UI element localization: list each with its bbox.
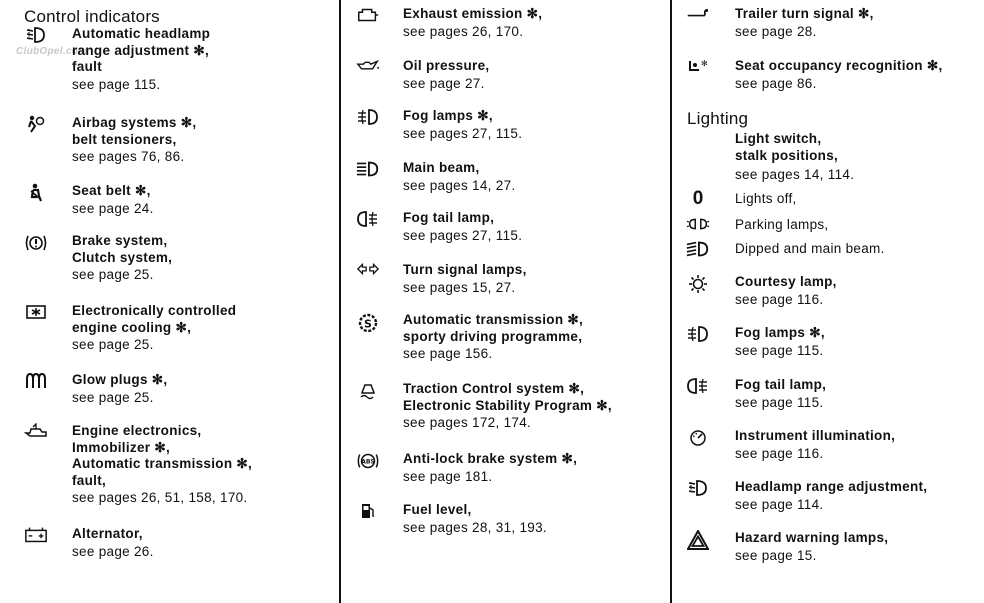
indicator-text — [735, 377, 826, 411]
page-reference: see page 181. — [403, 468, 493, 484]
fog-lamps-icon — [686, 325, 710, 345]
page-reference: see pages 15, 27. — [403, 279, 516, 295]
automatic-transmission-sport-icon — [356, 312, 380, 332]
light-switch-position-label: Lights off, — [735, 191, 797, 206]
indicator-text — [403, 502, 547, 536]
airbag-icon — [24, 115, 48, 135]
indicator-entry — [356, 502, 656, 572]
indicator-title-line: Fog tail lamp, — [403, 210, 495, 225]
column-2 — [342, 0, 670, 603]
page-reference: see page 114. — [735, 496, 824, 512]
section-heading-lighting: Lighting — [687, 109, 749, 128]
svg-text:S: S — [364, 317, 372, 331]
indicator-title-line: Automatic transmission ✻, — [72, 456, 253, 471]
abs-icon — [356, 451, 380, 471]
indicator-text — [403, 262, 527, 296]
svg-text:✻: ✻ — [701, 59, 708, 68]
indicator-entry — [686, 530, 984, 600]
indicator-title-line: sporty driving programme, — [403, 328, 583, 344]
indicator-text — [403, 451, 577, 485]
page-reference: see page 15. — [735, 547, 817, 563]
column-3 — [672, 0, 984, 603]
indicator-title-line: Glow plugs ✻, — [72, 372, 168, 387]
indicator-entry — [24, 26, 324, 96]
indicator-title-line: Light switch, — [735, 131, 822, 146]
courtesy-lamp-icon — [686, 274, 710, 294]
indicator-entry — [24, 115, 324, 185]
page-reference: see page 156. — [403, 346, 493, 361]
indicator-title-line: engine cooling ✻, — [72, 319, 192, 335]
page-reference: see page 25. — [72, 337, 154, 352]
indicator-title-line: Main beam, — [403, 160, 480, 175]
oil-pressure-icon — [356, 58, 380, 78]
indicator-entry — [24, 526, 324, 596]
engine-electronics-icon — [24, 423, 48, 443]
indicator-entry — [24, 423, 324, 505]
indicator-text — [735, 58, 943, 92]
page-reference: see page 115. — [735, 342, 824, 358]
light-switch-text — [735, 131, 854, 184]
indicator-text — [403, 58, 489, 92]
indicator-entry — [24, 233, 324, 303]
indicator-text — [72, 233, 172, 284]
fog-tail-lamp-icon — [356, 210, 380, 230]
indicator-title-line: Seat belt ✻, — [72, 183, 151, 198]
page-reference: see pages 28, 31, 193. — [403, 519, 547, 535]
indicator-text — [72, 115, 196, 166]
page-reference: see pages 27, 115. — [403, 125, 523, 141]
page-reference: see page 116. — [735, 445, 824, 461]
indicator-text — [735, 479, 927, 513]
indicator-text — [735, 530, 888, 564]
watermark: ClubOpel.com — [16, 46, 88, 57]
indicator-title-line: Courtesy lamp, — [735, 274, 837, 289]
page-reference: see page 86. — [735, 75, 817, 91]
indicator-title-line: Electronically controlled — [72, 303, 237, 318]
turn-signal-icon — [356, 262, 380, 282]
fuel-level-icon — [356, 502, 380, 522]
indicator-title-line: Oil pressure, — [403, 58, 490, 73]
indicator-text — [72, 303, 236, 354]
page-reference: see pages 76, 86. — [72, 149, 185, 164]
light-switch-position-label: Dipped and main beam. — [735, 241, 885, 256]
engine-cooling-icon — [24, 303, 48, 323]
lights-off-icon: 0 — [692, 188, 704, 209]
indicator-title-line: Engine electronics, — [72, 423, 202, 438]
main-beam-icon — [356, 160, 380, 180]
indicator-text — [72, 526, 154, 560]
indicator-title-line: Airbag systems ✻, — [72, 115, 197, 130]
indicator-text — [72, 183, 154, 217]
page-reference: see page 27. — [403, 75, 485, 91]
indicator-title-line: Fog tail lamp, — [735, 377, 827, 392]
indicator-title-line: Instrument illumination, — [735, 428, 896, 443]
page-reference: see page 116. — [735, 291, 824, 307]
indicator-text — [735, 325, 825, 359]
instrument-illumination-icon — [686, 428, 710, 448]
indicator-text — [735, 6, 874, 40]
indicator-text — [403, 160, 515, 194]
indicator-title-line: Headlamp range adjustment, — [735, 479, 928, 494]
page-reference: see pages 14, 27. — [403, 177, 516, 193]
indicator-text — [403, 312, 583, 363]
indicator-title-line: Automatic headlamp — [72, 26, 211, 41]
svg-text:ABS: ABS — [361, 458, 375, 466]
page-reference: see page 25. — [72, 389, 154, 405]
exhaust-emission-icon — [356, 6, 380, 26]
indicator-title-line: belt tensioners, — [72, 131, 177, 147]
seat-belt-icon — [24, 183, 48, 203]
page-reference: see pages 26, 170. — [403, 23, 524, 39]
indicator-entry — [356, 381, 656, 451]
page-reference: see page 115. — [735, 394, 824, 410]
fog-tail-lamp-icon — [686, 377, 710, 397]
brake-system-icon — [24, 233, 48, 253]
indicator-title-line: Electronic Stability Program ✻, — [403, 397, 612, 413]
page-reference: see pages 172, 174. — [403, 415, 532, 430]
hazard-warning-icon — [686, 530, 710, 550]
page-reference: see page 26. — [72, 543, 154, 559]
section-heading-control-indicators: Control indicators — [24, 7, 160, 26]
indicator-title-line: Seat occupancy recognition ✻, — [735, 58, 943, 73]
indicator-title-line: fault, — [72, 472, 107, 488]
indicator-title-line: Anti-lock brake system ✻, — [403, 451, 578, 466]
indicator-title-line: Turn signal lamps, — [403, 262, 527, 277]
indicator-text — [72, 423, 252, 507]
page-reference: see page 115. — [72, 76, 161, 92]
parking-lamps-icon — [686, 216, 710, 236]
indicator-title-line: Brake system, — [72, 233, 168, 248]
indicator-title-line: Traction Control system ✻, — [403, 381, 585, 396]
indicator-title-line: Immobilizer ✻, — [72, 439, 171, 455]
indicator-text — [403, 381, 612, 432]
indicator-title-line: Alternator, — [72, 526, 143, 541]
indicator-title-line: Clutch system, — [72, 249, 173, 265]
light-switch-position-label: Parking lamps, — [735, 217, 829, 232]
page-reference: see page 25. — [72, 267, 154, 282]
page-reference: see page 28. — [735, 23, 817, 39]
indicator-title-line: range adjustment ✻, — [72, 42, 210, 58]
page-reference: see page 24. — [72, 200, 154, 216]
indicator-text — [403, 210, 522, 244]
page-reference: see pages 14, 114. — [735, 167, 855, 182]
indicator-title-line: Trailer turn signal ✻, — [735, 6, 874, 21]
light-switch-position — [686, 216, 976, 238]
light-switch-position — [686, 240, 976, 262]
page-reference: see pages 27, 115. — [403, 227, 523, 243]
indicator-entry — [356, 312, 656, 382]
indicator-title-line: Hazard warning lamps, — [735, 530, 889, 545]
indicator-title-line: Exhaust emission ✻, — [403, 6, 543, 21]
indicator-title-line: Fog lamps ✻, — [735, 325, 825, 340]
indicator-title-line: Fuel level, — [403, 502, 472, 517]
indicator-text — [735, 428, 895, 462]
indicator-title-line: Fog lamps ✻, — [403, 108, 493, 123]
indicator-title-line: fault — [72, 59, 102, 74]
alternator-icon — [24, 526, 48, 546]
indicator-entry — [686, 58, 984, 128]
indicator-text — [403, 108, 522, 142]
trailer-turn-signal-icon — [686, 6, 710, 26]
indicator-title-line: stalk positions, — [735, 147, 839, 163]
traction-control-icon — [356, 381, 380, 401]
indicator-text — [735, 274, 837, 308]
light-switch-position — [686, 190, 976, 212]
indicator-text — [72, 372, 167, 406]
indicator-text — [72, 26, 210, 93]
indicator-title-line: Automatic transmission ✻, — [403, 312, 584, 327]
page-reference: see pages 26, 51, 158, 170. — [72, 490, 248, 505]
fog-lamps-icon — [356, 108, 380, 128]
glow-plugs-icon — [24, 372, 48, 392]
seat-occupancy-icon — [686, 58, 710, 78]
indicator-entry — [24, 303, 324, 373]
headlamp-range-icon — [686, 479, 710, 499]
dipped-main-beam-icon — [686, 240, 710, 260]
column-1 — [0, 0, 340, 603]
indicator-text — [403, 6, 542, 40]
headlamp-range-icon — [24, 26, 48, 46]
